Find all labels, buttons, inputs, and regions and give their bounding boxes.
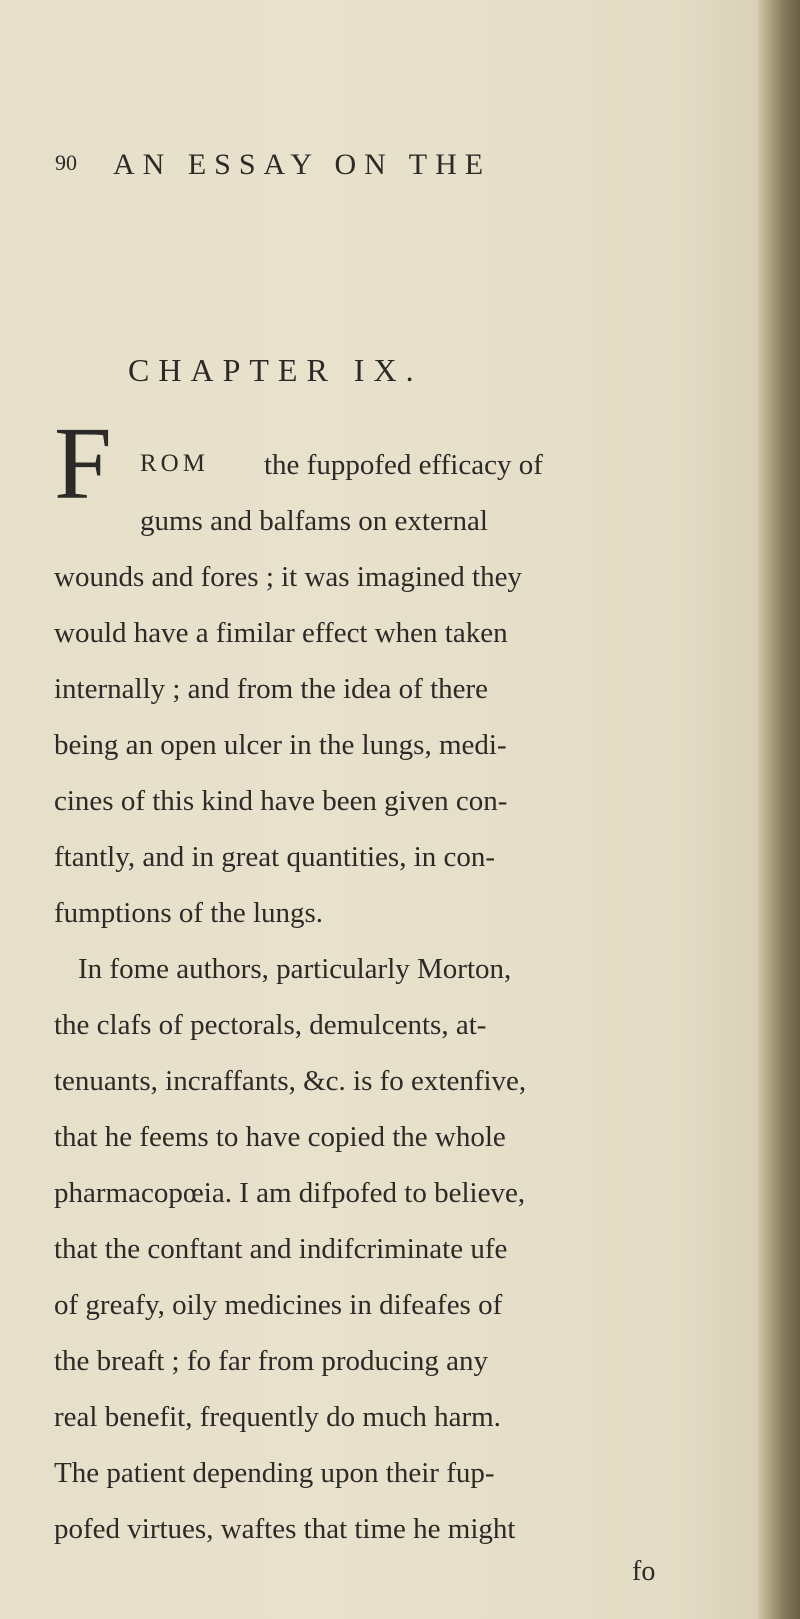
- chapter-heading: CHAPTER IX.: [128, 352, 423, 388]
- catchword: fo: [632, 1556, 656, 1587]
- text-line-18: real benefit, frequently do much harm.: [54, 1401, 501, 1433]
- text-line-2: gums and balfams on external: [140, 505, 488, 537]
- running-head: [55, 148, 615, 188]
- running-head-title: AN ESSAY ON THE: [113, 148, 492, 181]
- text-line-12: tenuants, incraffants, &c. is fo extenfive,: [54, 1065, 527, 1097]
- text-line-7: cines of this kind have been given con-: [54, 785, 508, 817]
- text-line-10: In fome authors, particularly Morton,: [78, 953, 512, 985]
- text-line-6: being an open ulcer in the lungs, medi-: [54, 729, 507, 761]
- text-line-8: ftantly, and in great quantities, in con-: [54, 841, 496, 873]
- drop-cap: F: [54, 406, 112, 521]
- text-line-17: the breaft ; fo far from producing any: [54, 1345, 489, 1377]
- page-number: 90: [55, 150, 77, 175]
- text-line-15: that the conftant and indifcriminate ufe: [54, 1233, 508, 1265]
- text-line-11: the clafs of pectorals, demulcents, at-: [54, 1009, 487, 1041]
- text-line-9: fumptions of the lungs.: [54, 897, 324, 929]
- text-line-16: of greafy, oily medicines in difeafes of: [54, 1289, 503, 1321]
- text-line-4: would have a fimilar effect when taken: [54, 617, 508, 649]
- text-line-13: that he feems to have copied the whole: [54, 1121, 506, 1153]
- text-line-20: pofed virtues, waftes that time he might: [54, 1513, 516, 1545]
- page-edge: [758, 0, 800, 1619]
- text-line-14: pharmacopœia. I am difpofed to believe,: [54, 1177, 526, 1209]
- text-line-3: wounds and fores ; it was imagined they: [54, 561, 522, 593]
- first-word-rest: ROM: [140, 450, 209, 477]
- text-line-5: internally ; and from the idea of there: [54, 673, 489, 705]
- text-line-19: The patient depending upon their fup-: [54, 1457, 495, 1489]
- text-line-1: the fuppofed efficacy of: [264, 449, 543, 481]
